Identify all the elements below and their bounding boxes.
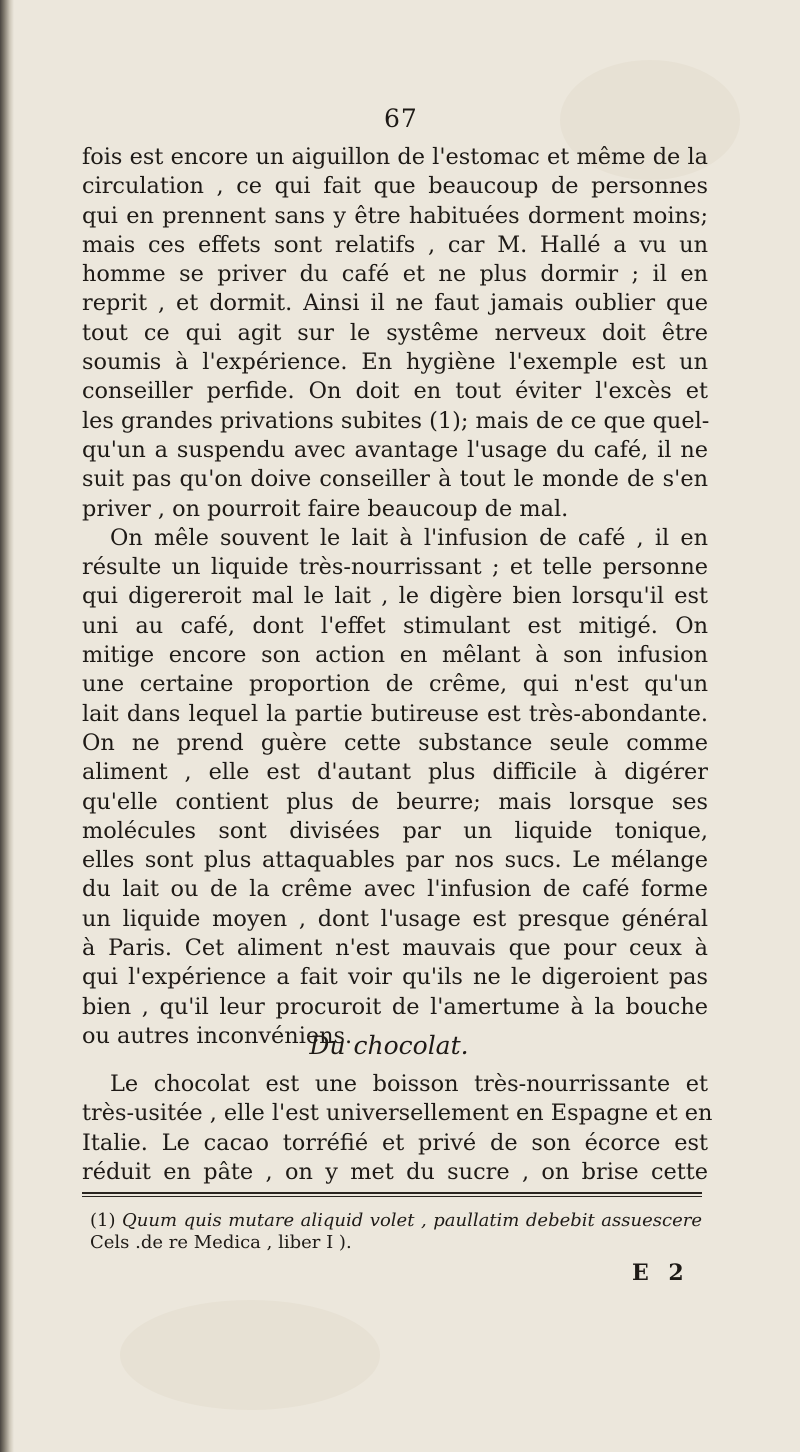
text-line: homme se priver du café et ne plus dormir ; il en [82,261,708,288]
text-line: On ne prend guère cette substance seule comme [82,729,708,756]
footnote-marker: (1) [90,1210,116,1231]
text-line: tout ce qui agit sur le systême nerveux doit être [82,319,708,346]
footnote-divider [82,1192,702,1197]
text-line: mitige encore son action en mêlant à son infusion [82,642,708,669]
paragraph-chocolate [82,1070,713,1187]
page-number: 67 [384,104,418,133]
text-line: Le chocolat est une boisson très-nourrissante et [110,1071,708,1097]
text-line: qui l'expérience a fait voir qu'ils ne le digeroient pas [82,964,708,991]
footnote-line-1 [90,1210,702,1232]
book-binding-shadow [0,0,14,1452]
text-line: résulte un liquide très-nourrissant ; et telle personne [82,554,708,581]
text-line: qui en prennent sans y être habituées dorment moins; [82,202,708,229]
text-line: qu'elle contient plus de beurre; mais lorsque ses [82,788,708,815]
section-heading [0,1031,800,1060]
text-line: bien , qu'il leur procuroit de l'amertume à la bouche [82,993,708,1020]
text-line: uni au café, dont l'effet stimulant est mitigé. On [82,612,708,639]
signature-mark: E 2 [632,1260,690,1286]
text-line: priver , on pourroit faire beaucoup de mal. [82,495,569,522]
text-line: un liquide moyen , dont l'usage est presque général [82,905,708,932]
section-heading-text: Du chocolat. [309,1031,469,1060]
text-line: qui digereroit mal le lait , le digère bien lorsqu'il est [82,583,708,610]
text-line: elles sont plus attaquables par nos sucs. Le mélange [82,847,708,874]
text-line: lait dans lequel la partie butireuse est très-abondante. [82,700,708,727]
text-line: mais ces effets sont relatifs , car M. Hallé a vu un [82,231,708,258]
text-line: fois est encore un aiguillon de l'estomac et même de la [82,144,708,170]
text-line: suit pas qu'on doive conseiller à tout le monde de s'en [82,466,708,493]
text-line: qu'un a suspendu avec avantage l'usage du café, il ne [82,436,708,463]
text-line: molécules sont divisées par un liquide tonique, [82,817,708,844]
text-line: ou autres inconvéniens. [82,1022,353,1049]
text-line: reprit , et dormit. Ainsi il ne faut jamais oublier que [82,290,708,317]
text-line: réduit en pâte , on y met du sucre , on brise cette [82,1158,708,1185]
footnote [90,1210,702,1254]
text-line: à Paris. Cet aliment n'est mauvais que pour ceux à [82,935,708,962]
text-line: soumis à l'expérience. En hygiène l'exemple est un [82,349,708,376]
text-line: circulation , ce qui fait que beaucoup de personnes [82,173,708,200]
text-line: les grandes privations subites (1); mais de ce que quel- [82,407,710,434]
text-line: On mêle souvent le lait à l'infusion de café , il en [110,524,708,551]
footnote-source: Cels .de re Medica , liber I ). [90,1232,352,1253]
text-line: Italie. Le cacao torréfié et privé de son écorce est [82,1129,708,1156]
text-line: aliment , elle est d'autant plus difficile à digérer [82,759,708,786]
text-line: très-usitée , elle l'est universellement en Espagne et en [82,1100,713,1127]
text-line: du lait ou de la crême avec l'infusion de café forme [82,876,708,903]
text-line: conseiller perfide. On doit en tout éviter l'excès et [82,378,708,405]
paragraph-coffee-effects [82,143,708,1051]
text-line: une certaine proportion de crême, qui n'est qu'un [82,671,708,698]
paper-stain [120,1300,380,1410]
footnote-latin-quote: Quum quis mutare aliquid volet , paullatim debebit assuescere [122,1210,702,1231]
